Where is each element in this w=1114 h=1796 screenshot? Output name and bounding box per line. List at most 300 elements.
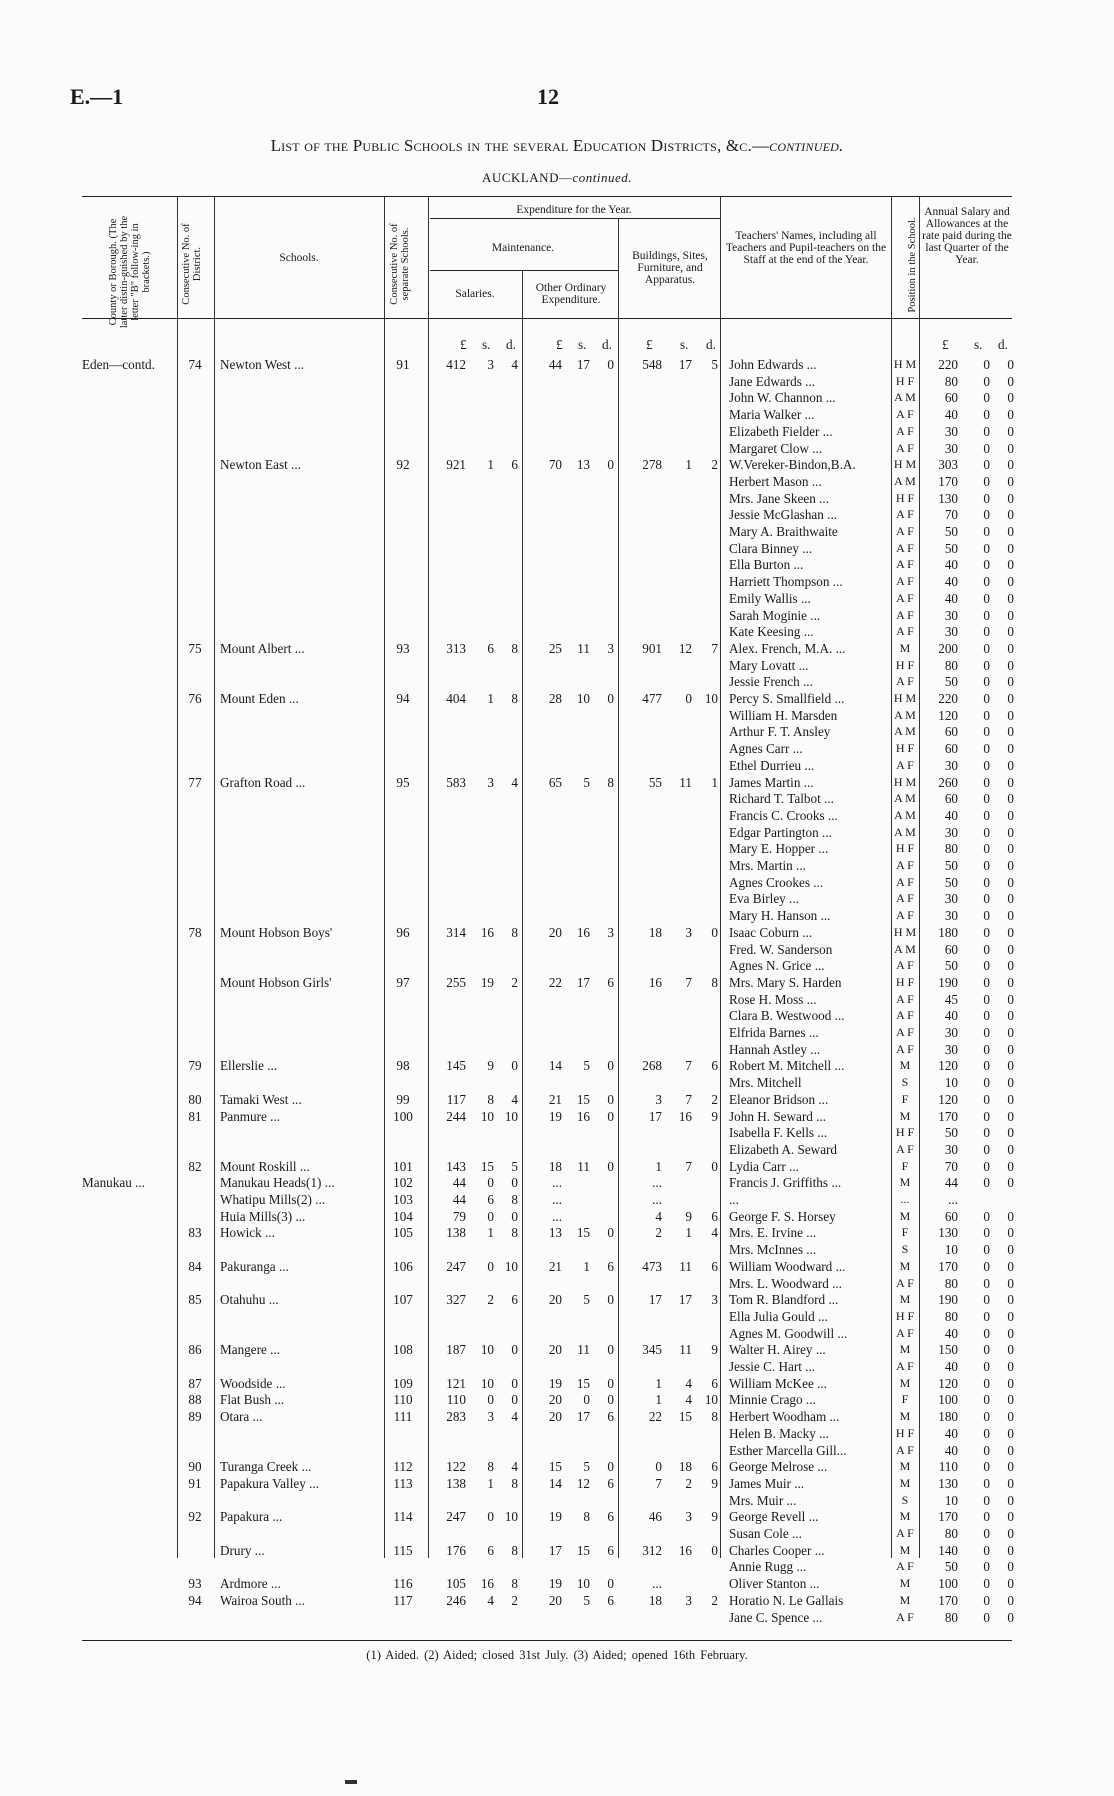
buildings-cell: 8 [711, 1409, 718, 1425]
annual-salary-cell: 0 [1007, 874, 1014, 890]
school-name-cell: Turanga Creek ... [220, 1459, 312, 1475]
salaries-cell: 105 [446, 1576, 466, 1592]
position-cell: A F [896, 1041, 914, 1056]
annual-salary-cell: 0 [1007, 607, 1014, 623]
salaries-cell: 16 [480, 924, 494, 940]
buildings-cell: 3 [685, 1509, 692, 1525]
school-no-cell: 105 [393, 1225, 413, 1241]
buildings-cell: 4 [685, 1375, 692, 1391]
salaries-cell: 10 [504, 1509, 518, 1525]
annual-salary-cell: 0 [983, 1459, 990, 1475]
table-row [0, 1558, 1114, 1575]
salaries-cell: 16 [480, 1576, 494, 1592]
annual-salary-cell: 0 [983, 457, 990, 473]
salaries-cell: 313 [446, 640, 466, 656]
school-no-cell: 91 [396, 357, 410, 372]
annual-salary-cell: 70 [944, 1158, 958, 1174]
other-expenditure-cell: 0 [607, 691, 614, 706]
table-row [0, 1425, 1114, 1442]
teacher-name-cell: Agnes N. Grice ... [729, 958, 825, 974]
table-row [0, 456, 1114, 473]
salaries-cell: 0 [511, 1058, 518, 1074]
table-row [0, 423, 1114, 440]
teacher-name-cell: George Revell ... [729, 1509, 819, 1525]
teacher-name-cell: James Martin ... [729, 774, 814, 790]
buildings-cell: 11 [679, 1342, 692, 1358]
teacher-name-cell: Mrs. Jane Skeen ... [729, 490, 829, 506]
teacher-name-cell: Mrs. McInnes ... [729, 1242, 817, 1258]
table-row [0, 1057, 1114, 1074]
school-name-cell: Woodside ... [220, 1375, 286, 1391]
school-name-cell: Newton East ... [220, 457, 301, 473]
other-expenditure-cell: 17 [576, 357, 590, 372]
district-no-cell: 76 [188, 691, 202, 706]
annual-salary-cell: 50 [944, 958, 958, 974]
school-name-cell: Papakura ... [220, 1509, 283, 1525]
annual-salary-cell: 30 [944, 1041, 958, 1057]
buildings-cell: 1 [685, 1225, 692, 1241]
teacher-name-cell: Elfrida Barnes ... [729, 1025, 819, 1040]
annual-salary-cell: 0 [983, 924, 990, 940]
annual-salary-cell: 0 [1007, 407, 1014, 423]
annual-salary-cell: 130 [938, 1225, 958, 1241]
school-no-cell: 112 [393, 1459, 413, 1475]
school-no-cell: 92 [396, 457, 410, 473]
salaries-cell: 3 [487, 774, 494, 790]
buildings-cell: 4 [685, 1392, 692, 1408]
buildings-cell: 278 [642, 457, 662, 473]
teacher-name-cell: Maria Walker ... [729, 407, 815, 423]
teacher-name-cell: Harriett Thompson ... [729, 574, 843, 590]
position-cell: A F [896, 891, 914, 906]
annual-salary-cell: 0 [1007, 1325, 1014, 1341]
annual-salary-cell: 0 [983, 1342, 990, 1358]
other-expenditure-cell: 20 [548, 1342, 562, 1358]
table-row [0, 523, 1114, 540]
district-no-cell: 81 [188, 1108, 202, 1124]
annual-salary-cell: 0 [983, 908, 990, 924]
buildings-cell: 473 [642, 1258, 662, 1274]
school-no-cell: 97 [396, 974, 410, 990]
annual-salary-cell: 0 [1007, 1609, 1014, 1625]
other-expenditure-cell: 8 [583, 1509, 590, 1525]
annual-salary-cell: 40 [944, 807, 958, 823]
school-name-cell: Papakura Valley ... [220, 1475, 320, 1491]
salaries-cell: 8 [487, 1459, 494, 1475]
table-row [0, 1341, 1114, 1358]
annual-salary-cell: 0 [983, 958, 990, 974]
buildings-cell: 312 [642, 1542, 662, 1558]
table-row [0, 840, 1114, 857]
table-row [0, 440, 1114, 457]
teacher-name-cell: Mary H. Hanson ... [729, 908, 831, 924]
buildings-cell: 17 [648, 1108, 662, 1124]
buildings-cell: 12 [678, 640, 692, 656]
table-row [0, 607, 1114, 624]
other-expenditure-cell: 28 [548, 691, 562, 706]
annual-salary-cell: 0 [1007, 807, 1014, 823]
other-expenditure-cell: 19 [548, 1509, 562, 1525]
salaries-cell: 0 [511, 1392, 518, 1408]
position-cell: M [899, 1409, 911, 1424]
annual-salary-cell: 0 [1007, 507, 1014, 523]
annual-salary-cell: 0 [1007, 824, 1014, 840]
salaries-cell: 6 [487, 1192, 494, 1207]
annual-salary-cell: 140 [938, 1542, 958, 1558]
header-district: Consecutive No. of District. [181, 223, 203, 305]
salaries-cell: 1 [487, 457, 494, 473]
salaries-cell: 8 [511, 1576, 518, 1592]
salaries-cell: 5 [511, 1158, 518, 1174]
buildings-cell: 1 [685, 457, 692, 473]
teacher-name-cell: Lydia Carr ... [729, 1158, 799, 1174]
position-cell: F [901, 1091, 909, 1106]
annual-salary-cell: 0 [1007, 707, 1014, 723]
table-row [0, 890, 1114, 907]
school-no-cell: 116 [393, 1576, 413, 1592]
salaries-cell: 9 [487, 1058, 494, 1074]
annual-salary-cell: 50 [944, 1125, 958, 1141]
teacher-name-cell: Clara Binney ... [729, 540, 813, 556]
buildings-cell: 18 [648, 1592, 662, 1608]
school-name-cell: Whatipu Mills(2) ... [220, 1192, 326, 1207]
footnotes: (1) Aided. (2) Aided; closed 31st July. (3) Aided; opened 16th February. [366, 1648, 748, 1662]
header-expenditure: Expenditure for the Year. [516, 204, 632, 216]
other-expenditure-cell: 0 [607, 1091, 614, 1107]
salaries-cell: 314 [446, 924, 466, 940]
annual-salary-cell: 0 [983, 891, 990, 907]
annual-salary-cell: 0 [1007, 791, 1014, 807]
table-row [0, 790, 1114, 807]
other-expenditure-cell: 11 [577, 1158, 590, 1174]
position-cell: A M [894, 707, 916, 722]
annual-salary-cell: 0 [983, 1292, 990, 1308]
annual-salary-cell: 0 [1007, 1509, 1014, 1525]
teacher-name-cell: Walter H. Airey ... [729, 1342, 826, 1358]
annual-salary-cell: 0 [1007, 1175, 1014, 1191]
other-expenditure-cell: 19 [548, 1576, 562, 1592]
annual-salary-cell: 80 [944, 1308, 958, 1324]
position-cell: H F [895, 1425, 915, 1440]
table-row [0, 991, 1114, 1008]
buildings-cell: 1 [655, 1375, 662, 1391]
other-expenditure-cell: 17 [576, 1409, 590, 1425]
teacher-name-cell: Francis J. Griffiths ... [729, 1175, 842, 1191]
school-name-cell: Panmure ... [220, 1108, 281, 1124]
position-cell: A F [896, 1442, 914, 1457]
salaries-cell: 327 [446, 1292, 466, 1308]
header-other-expenditure: Other Ordinary Expenditure. [535, 282, 607, 306]
table-row [0, 1291, 1114, 1308]
header-schools: Schools. [279, 252, 319, 264]
other-expenditure-cell: 0 [607, 1392, 614, 1408]
other-expenditure-cell: 15 [548, 1459, 562, 1475]
annual-salary-cell: 40 [944, 1425, 958, 1441]
position-cell: A F [896, 1609, 914, 1624]
school-name-cell: Otahuhu ... [220, 1292, 279, 1308]
other-expenditure-cell: 6 [607, 1258, 614, 1274]
teacher-name-cell: Elizabeth A. Seward [729, 1141, 838, 1157]
teacher-name-cell: Robert M. Mitchell ... [729, 1058, 845, 1074]
buildings-cell: 7 [685, 1058, 692, 1074]
school-no-cell: 100 [393, 1108, 413, 1124]
table-row [0, 657, 1114, 674]
other-expenditure-cell: 70 [548, 457, 562, 473]
annual-salary-cell: 0 [1007, 674, 1014, 690]
annual-salary-cell: 80 [944, 373, 958, 389]
annual-salary-cell: 0 [1007, 1375, 1014, 1391]
annual-salary-cell: 0 [983, 423, 990, 439]
other-expenditure-cell: ... [552, 1192, 562, 1207]
annual-salary-cell: 190 [938, 974, 958, 990]
annual-salary-cell: 0 [1007, 941, 1014, 957]
teacher-name-cell: Fred. W. Sanderson [729, 941, 833, 957]
table-row [0, 540, 1114, 557]
district-no-cell: 80 [188, 1091, 202, 1107]
position-cell: M [899, 1509, 911, 1524]
school-name-cell: Ellerslie ... [220, 1058, 278, 1074]
other-expenditure-cell: 0 [607, 357, 614, 372]
other-expenditure-cell: 5 [583, 1058, 590, 1074]
school-name-cell: Drury ... [220, 1542, 265, 1558]
teacher-name-cell: Mrs. Mitchell [729, 1075, 802, 1091]
annual-salary-cell: 0 [1007, 1275, 1014, 1291]
other-expenditure-cell: 20 [548, 1592, 562, 1608]
salaries-cell: 6 [487, 640, 494, 656]
annual-salary-cell: 0 [1007, 624, 1014, 640]
table-row [0, 1492, 1114, 1509]
other-expenditure-cell: ... [552, 1175, 562, 1191]
annual-salary-cell: 40 [944, 1008, 958, 1024]
teacher-name-cell: Ella Julia Gould ... [729, 1308, 828, 1324]
table-row [0, 1191, 1114, 1208]
position-cell: S [901, 1242, 909, 1257]
teacher-name-cell: Jane Edwards ... [729, 373, 816, 389]
annual-salary-cell: 0 [983, 707, 990, 723]
annual-salary-cell: 60 [944, 390, 958, 406]
annual-salary-cell: 0 [1007, 524, 1014, 539]
header-teachers: Teachers' Names, including all Teachers and Pupil-teachers on the Staff at the end of the Year. [725, 230, 887, 266]
annual-salary-cell: 0 [983, 490, 990, 506]
salaries-cell: 0 [487, 1392, 494, 1408]
annual-salary-cell: 40 [944, 1442, 958, 1458]
teacher-name-cell: William Woodward ... [729, 1258, 846, 1274]
teacher-name-cell: Richard T. Talbot ... [729, 791, 834, 807]
school-name-cell: Wairoa South ... [220, 1592, 306, 1608]
table-row [0, 473, 1114, 490]
table-row [0, 1024, 1114, 1041]
annual-salary-cell: 0 [983, 757, 990, 773]
school-no-cell: 110 [393, 1392, 413, 1408]
annual-salary-cell: 0 [983, 1359, 990, 1374]
teacher-name-cell: Clara B. Westwood ... [729, 1008, 845, 1024]
table-row [0, 807, 1114, 824]
other-expenditure-cell: 5 [583, 1592, 590, 1608]
table-row [0, 1592, 1114, 1609]
salaries-cell: 3 [487, 357, 494, 372]
salaries-cell: 110 [446, 1392, 466, 1408]
school-name-cell: Mount Roskill ... [220, 1158, 310, 1174]
salaries-cell: 2 [511, 974, 518, 990]
annual-salary-cell: 0 [1007, 1459, 1014, 1475]
position-cell: A F [896, 1275, 914, 1290]
buildings-cell: 1 [655, 1392, 662, 1408]
school-no-cell: 101 [393, 1158, 413, 1174]
table-row [0, 757, 1114, 774]
district-no-cell: 92 [188, 1509, 202, 1525]
salaries-cell: 2 [511, 1592, 518, 1608]
teacher-name-cell: Rose H. Moss ... [729, 991, 817, 1007]
position-cell: H F [895, 741, 915, 756]
buildings-cell: 6 [711, 1208, 718, 1224]
table-row [0, 1158, 1114, 1175]
units-row: £ s. d. £ s. d. £ s. d. £ s. d. [460, 337, 1008, 352]
other-expenditure-cell: 6 [607, 1475, 614, 1491]
other-expenditure-cell: 3 [607, 924, 614, 940]
buildings-cell: 6 [711, 1459, 718, 1475]
annual-salary-cell: 0 [1007, 691, 1014, 706]
district-no-cell: 79 [188, 1058, 202, 1074]
annual-salary-cell: 40 [944, 557, 958, 573]
teacher-name-cell: Herbert Woodham ... [729, 1409, 840, 1425]
buildings-cell: 6 [711, 1058, 718, 1074]
position-cell: A F [896, 757, 914, 772]
position-cell: M [899, 1475, 911, 1490]
table-row [0, 1525, 1114, 1542]
other-expenditure-cell: 0 [607, 1459, 614, 1475]
position-cell: M [899, 1342, 911, 1357]
annual-salary-cell: 0 [983, 1375, 990, 1391]
teacher-name-cell: Agnes Crookes ... [729, 874, 824, 890]
school-name-cell: Flat Bush ... [220, 1392, 285, 1408]
salaries-cell: 8 [511, 924, 518, 940]
annual-salary-cell: 0 [1007, 1158, 1014, 1174]
annual-salary-cell: 40 [944, 1359, 958, 1374]
annual-salary-cell: 30 [944, 908, 958, 924]
district-no-cell: 86 [188, 1342, 202, 1358]
teacher-name-cell: Mary Lovatt ... [729, 657, 809, 673]
salaries-cell: 4 [511, 1409, 518, 1425]
annual-salary-cell: 50 [944, 674, 958, 690]
annual-salary-cell: 0 [1007, 557, 1014, 573]
position-cell: ... [900, 1192, 910, 1206]
annual-salary-cell: 0 [1007, 958, 1014, 974]
position-cell: M [899, 1576, 911, 1591]
annual-salary-cell: 30 [944, 423, 958, 439]
teacher-name-cell: Minnie Crago ... [729, 1392, 816, 1408]
annual-salary-cell: 0 [1007, 891, 1014, 907]
annual-salary-cell: 0 [983, 1325, 990, 1341]
buildings-cell: 0 [711, 924, 718, 940]
annual-salary-cell: 0 [983, 657, 990, 673]
other-expenditure-cell: 19 [548, 1375, 562, 1391]
table-row [0, 1108, 1114, 1125]
salaries-cell: 145 [446, 1058, 466, 1074]
table-row [0, 1308, 1114, 1325]
position-cell: H F [895, 373, 915, 388]
teacher-name-cell: John Edwards ... [729, 357, 817, 372]
position-cell: H F [895, 841, 915, 856]
annual-salary-cell: 170 [938, 1258, 958, 1274]
table-row [0, 1358, 1114, 1375]
school-no-cell: 109 [393, 1375, 413, 1391]
salaries-cell: 1 [487, 1475, 494, 1491]
buildings-cell: 8 [711, 974, 718, 990]
teacher-name-cell: Agnes M. Goodwill ... [729, 1325, 848, 1341]
teacher-name-cell: Kate Keesing ... [729, 624, 814, 640]
table-row [0, 490, 1114, 507]
teacher-name-cell: Jessie French ... [729, 674, 813, 690]
annual-salary-cell: 60 [944, 724, 958, 740]
table-row [0, 1375, 1114, 1392]
other-expenditure-cell: 6 [607, 1592, 614, 1608]
table-row [0, 1208, 1114, 1225]
salaries-cell: 4 [511, 1459, 518, 1475]
teacher-name-cell: Francis C. Crooks ... [729, 807, 838, 823]
other-expenditure-cell: 22 [548, 974, 562, 990]
buildings-cell: 11 [679, 774, 692, 790]
annual-salary-cell: 0 [1007, 1108, 1014, 1124]
salaries-cell: 138 [446, 1225, 466, 1241]
annual-salary-cell: 0 [983, 807, 990, 823]
annual-salary-cell: 50 [944, 540, 958, 556]
annual-salary-cell: 0 [983, 407, 990, 423]
school-no-cell: 94 [396, 691, 410, 706]
annual-salary-cell: 10 [944, 1492, 958, 1508]
annual-salary-cell: 0 [983, 1542, 990, 1558]
table-row [0, 924, 1114, 941]
buildings-cell: 5 [711, 357, 718, 372]
other-expenditure-cell: 8 [607, 774, 614, 790]
salaries-cell: 8 [487, 1091, 494, 1107]
salaries-cell: 0 [487, 1175, 494, 1191]
other-expenditure-cell: 16 [576, 924, 590, 940]
teacher-name-cell: W.Vereker-Bindon,B.A. [729, 457, 856, 473]
county-cell: Eden—contd. [82, 357, 155, 372]
other-expenditure-cell: 6 [607, 1409, 614, 1425]
teacher-name-cell: Mrs. Muir ... [729, 1492, 797, 1508]
buildings-cell: 4 [711, 1225, 718, 1241]
other-expenditure-cell: 0 [607, 1375, 614, 1391]
annual-salary-cell: 0 [1007, 1041, 1014, 1057]
school-name-cell: Mount Hobson Boys' [220, 924, 333, 940]
position-cell: A F [896, 1025, 914, 1039]
annual-salary-cell: 40 [944, 590, 958, 606]
annual-salary-cell: 0 [983, 1141, 990, 1157]
salaries-cell: 404 [446, 691, 466, 706]
annual-salary-cell: 120 [938, 1091, 958, 1107]
annual-salary-cell: 0 [1007, 1576, 1014, 1592]
header-buildings: Buildings, Sites, Furniture, and Apparatus. [632, 250, 708, 286]
position-cell: F [901, 1158, 909, 1173]
teacher-name-cell: Agnes Carr ... [729, 741, 803, 757]
annual-salary-cell: 30 [944, 607, 958, 623]
school-name-cell: Huia Mills(3) ... [220, 1208, 306, 1224]
annual-salary-cell: 0 [1007, 1242, 1014, 1258]
teacher-name-cell: Emily Wallis ... [729, 590, 811, 606]
other-expenditure-cell: 17 [576, 974, 590, 990]
annual-salary-cell: 0 [1007, 908, 1014, 924]
school-name-cell: Otara ... [220, 1409, 263, 1425]
annual-salary-cell: 0 [1007, 457, 1014, 473]
other-expenditure-cell: 0 [607, 1292, 614, 1308]
buildings-cell: 2 [655, 1225, 662, 1241]
position-cell: A F [896, 1559, 914, 1574]
annual-salary-cell: 170 [938, 473, 958, 489]
annual-salary-cell: 60 [944, 941, 958, 957]
salaries-cell: 143 [446, 1158, 466, 1174]
annual-salary-cell: 0 [983, 1592, 990, 1608]
